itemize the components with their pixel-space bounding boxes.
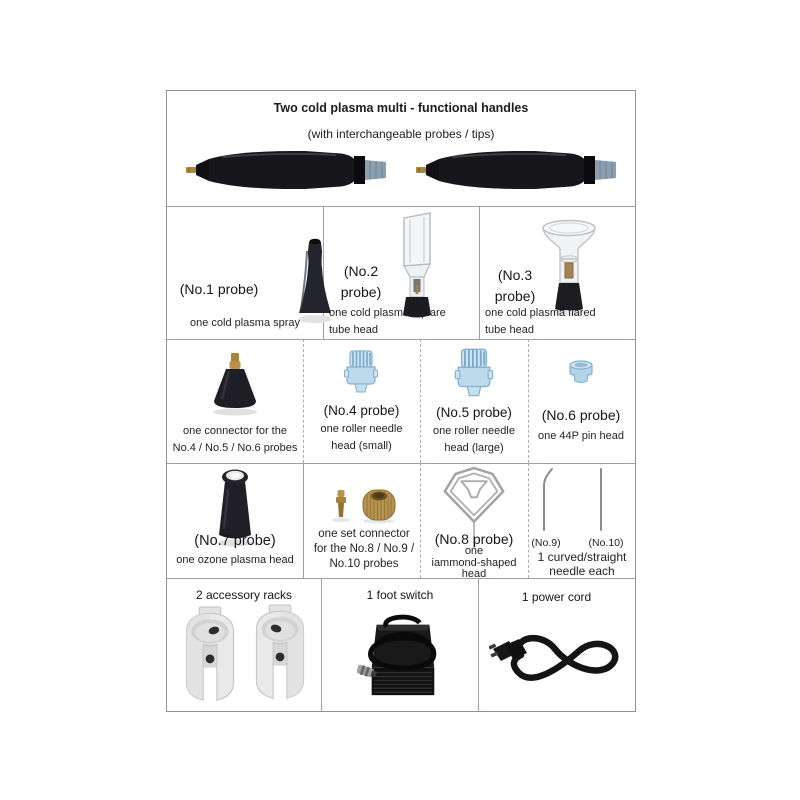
no6-pin-head-photo bbox=[567, 359, 595, 387]
set-connector-8-9-10-photo bbox=[327, 487, 403, 525]
accessory-rack-left-photo bbox=[179, 605, 241, 705]
no7-probe-label: (No.7 probe) bbox=[194, 533, 276, 549]
no5-roller-needle-large-photo bbox=[451, 347, 497, 399]
accessory-rack-right-photo bbox=[249, 603, 311, 703]
foot-switch-photo bbox=[357, 611, 447, 703]
connector-4-5-6-photo bbox=[205, 351, 265, 417]
no8-probe-label: (No.8 probe) bbox=[434, 531, 514, 547]
no3-probe-label: (No.3 probe) bbox=[494, 267, 536, 304]
grid-vline-r4a bbox=[303, 463, 304, 578]
no4-probe-caption: one roller needle head (small) bbox=[320, 423, 403, 452]
plasma-handle-right-photo bbox=[415, 147, 617, 193]
grid-vdash-r3b bbox=[420, 339, 421, 463]
no9-needle-label: (No.9) bbox=[531, 537, 561, 549]
no2-probe-caption: one cold plasma square tube head bbox=[329, 307, 446, 336]
needles-caption: 1 curved/straight needle each bbox=[537, 550, 627, 578]
no5-probe-caption: one roller needle head (large) bbox=[433, 425, 515, 454]
no10-needle-label: (No.10) bbox=[588, 537, 624, 549]
no10-straight-needle-photo bbox=[595, 467, 607, 535]
grid-vdash-r3a bbox=[303, 339, 304, 463]
connector-4-5-6-caption: one connector for the No.4 / No.5 / No.6 probes bbox=[172, 425, 298, 454]
no8-probe-caption: one iammond-shaped head bbox=[431, 545, 517, 581]
grid-hline-1 bbox=[167, 206, 635, 207]
no7-probe-caption: one ozone plasma head bbox=[176, 554, 294, 566]
no1-probe-label: (No.1 probe) bbox=[179, 281, 259, 297]
grid-hline-3 bbox=[167, 463, 635, 464]
foot-switch-title: 1 foot switch bbox=[366, 588, 434, 602]
no4-roller-needle-small-photo bbox=[341, 349, 381, 395]
sheet-title: Two cold plasma multi - functional handles bbox=[273, 101, 529, 115]
no3-flared-tube-probe-photo bbox=[539, 219, 599, 317]
no2-probe-label: (No.2 probe) bbox=[340, 263, 382, 300]
plasma-handle-left-photo bbox=[185, 147, 387, 193]
no4-probe-label: (No.4 probe) bbox=[323, 403, 400, 418]
spec-grid bbox=[166, 90, 636, 712]
no5-probe-label: (No.5 probe) bbox=[436, 405, 512, 420]
set-connector-caption: one set connector for the No.8 / No.9 / No.10 probes bbox=[313, 528, 415, 571]
grid-vline-r2b bbox=[479, 206, 480, 339]
no9-curved-needle-photo bbox=[535, 467, 555, 535]
racks-title: 2 accessory racks bbox=[195, 588, 293, 602]
power-cord-title: 1 power cord bbox=[521, 590, 592, 604]
no3-probe-caption: one cold plasma flared tube head bbox=[485, 307, 596, 336]
sheet-subtitle: (with interchangeable probes / tips) bbox=[307, 127, 495, 141]
power-cord-photo bbox=[489, 627, 629, 693]
no6-probe-label: (No.6 probe) bbox=[541, 407, 621, 423]
no1-probe-caption: one cold plasma spray bbox=[189, 317, 301, 329]
grid-hline-2 bbox=[167, 339, 635, 340]
no6-probe-caption: one 44P pin head bbox=[537, 430, 625, 442]
